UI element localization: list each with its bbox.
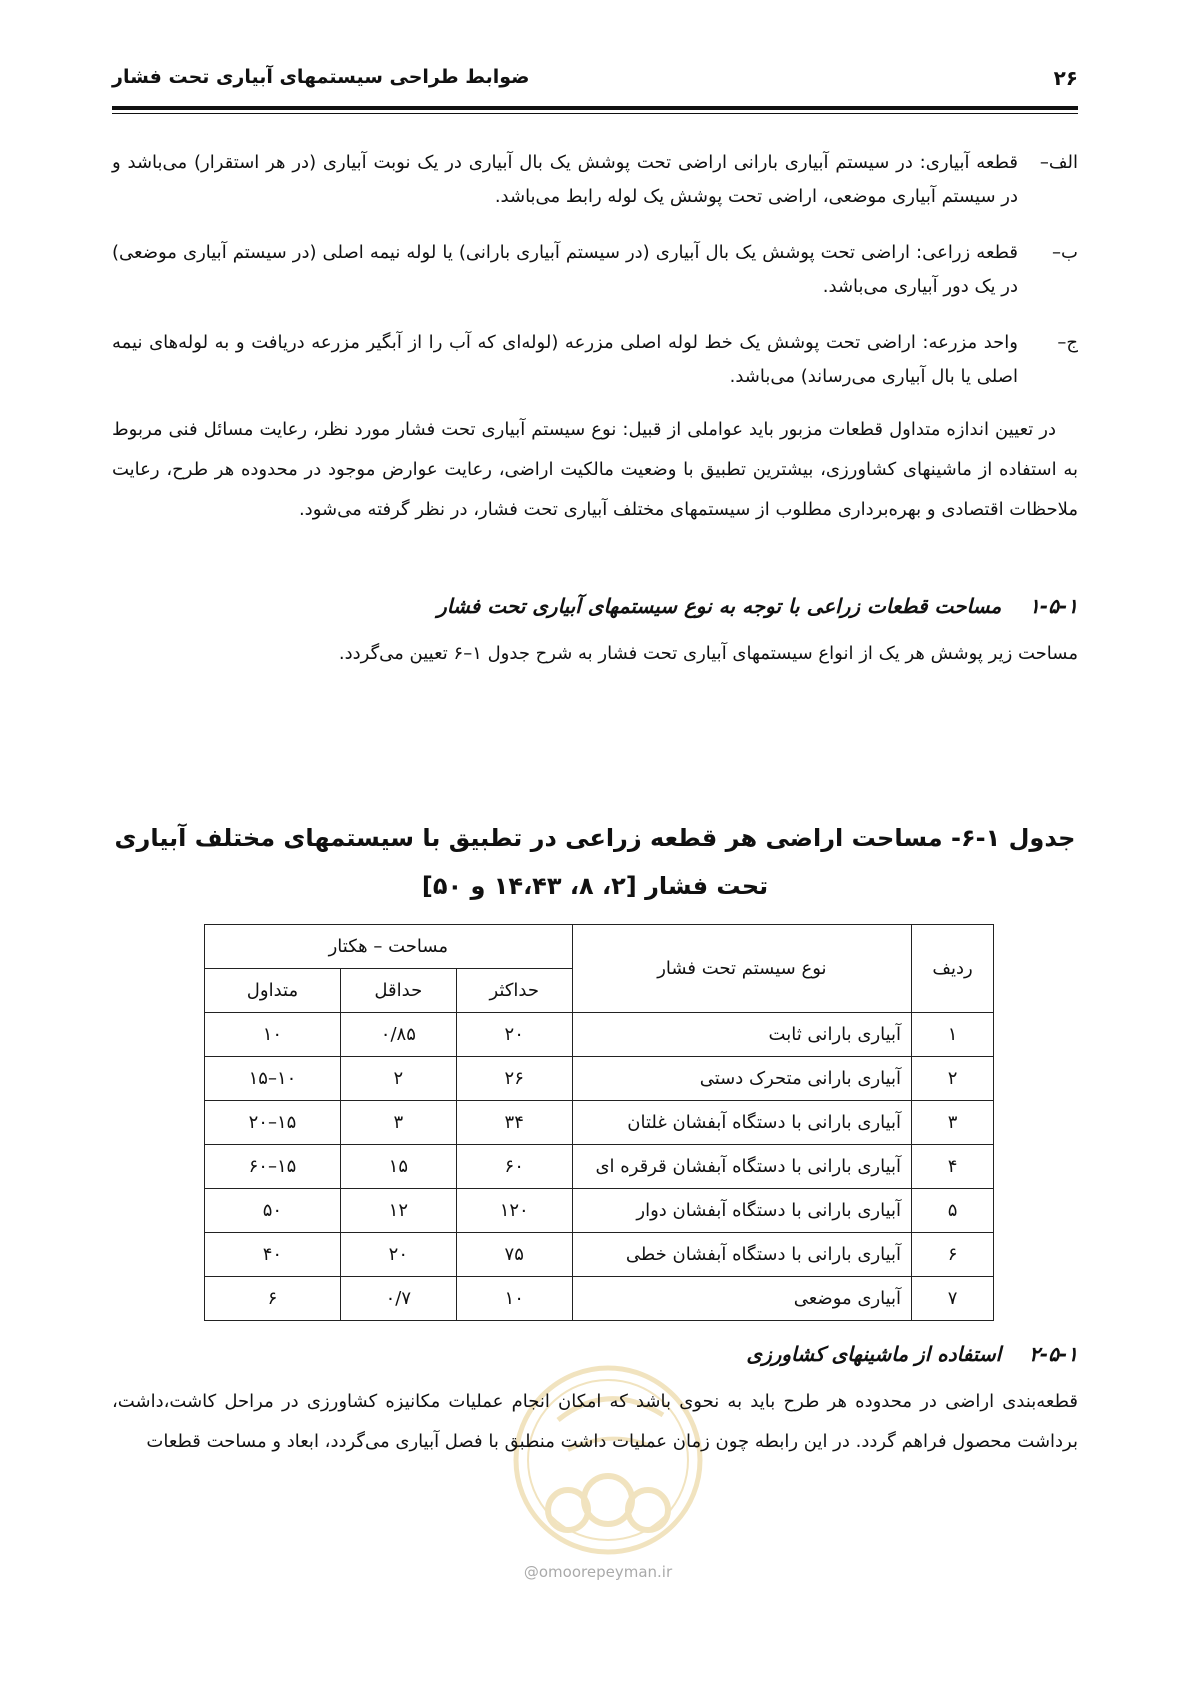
definition-label: ب– <box>1052 242 1078 263</box>
cell-max: ۲۶ <box>456 1057 572 1101</box>
cell-row: ۲ <box>912 1057 994 1101</box>
section-number: ۱-۵-۱ <box>1029 594 1078 618</box>
cell-min: ۱۵ <box>340 1145 456 1189</box>
cell-typical: ۱۵–۶۰ <box>205 1145 341 1189</box>
cell-min: ۰/۷ <box>340 1277 456 1321</box>
intro-paragraph: در تعیین اندازه متداول قطعات مزبور باید عواملی از قبیل: نوع سیستم آبیاری تحت فشار مورد نظر، رعایت مسائل فنی مربوط به استفاده از ماشینهای کشاورزی، بیشترین تطبیق با وضعیت مالکیت اراضی، رعایت عوارض موجود در محدوده هر طرح، رعایت ملاحظات اقتصادی و بهره‌برداری مطلوب از سیستمهای مختلف آبیاری تحت فشار، در نظر گرفته می‌شود. <box>112 419 1078 520</box>
cell-row: ۴ <box>912 1145 994 1189</box>
cell-min: ۱۲ <box>340 1189 456 1233</box>
cell-row: ۶ <box>912 1233 994 1277</box>
header-area-group: مساحت – هکتار <box>205 925 573 969</box>
cell-system: آبیاری موضعی <box>572 1277 911 1321</box>
cell-typical: ۴۰ <box>205 1233 341 1277</box>
area-table <box>204 924 994 1321</box>
watermark-url: @omoorepeyman.ir <box>523 1563 673 1581</box>
table-row <box>205 1233 994 1277</box>
header-rule-thin <box>112 113 1078 114</box>
table-caption-line2: تحت فشار [۲، ۸، ۱۴،۴۳ و ۵۰] <box>421 872 769 900</box>
definition-item <box>112 236 1078 304</box>
cell-system: آبیاری بارانی با دستگاه آبفشان قرقره ای <box>572 1145 911 1189</box>
section-heading <box>437 594 1078 618</box>
cell-system: آبیاری بارانی متحرک دستی <box>572 1057 911 1101</box>
section-body: قطعه‌بندی اراضی در محدوده هر طرح باید به نحوی باشد که امکان انجام عملیات مکانیزه کشاورزی در مراحل کاشت،داشت، برداشت محصول فراهم گردد. در این رابطه چون زمان عملیات داشت منطبق با فصل آبیاری می‌گردد، ابعاد و مساحت قطعات <box>112 1391 1078 1452</box>
table-header-row <box>205 925 994 969</box>
cell-max: ۱۲۰ <box>456 1189 572 1233</box>
definition-text: قطعه زراعی: اراضی تحت پوشش یک بال آبیاری (در سیستم آبیاری بارانی) یا لوله نیمه اصلی (در سیستم آبیاری موضعی) در یک دور آبیاری می‌باشد. <box>112 242 1018 297</box>
cell-max: ۷۵ <box>456 1233 572 1277</box>
header-max: حداکثر <box>456 969 572 1013</box>
cell-typical: ۱۰–۱۵ <box>205 1057 341 1101</box>
table-row <box>205 1101 994 1145</box>
definition-item <box>112 146 1078 214</box>
table-row <box>205 1145 994 1189</box>
definition-text: واحد مزرعه: اراضی تحت پوشش یک خط لوله اصلی مزرعه (لوله‌ای که آب را از آبگیر مزرعه دریافت و به لوله‌های نیمه اصلی یا بال آبیاری می‌رساند) می‌باشد. <box>112 332 1018 387</box>
header-rule-thick <box>112 106 1078 110</box>
section-title: استفاده از ماشینهای کشاورزی <box>746 1342 1002 1366</box>
cell-system: آبیاری بارانی ثابت <box>572 1013 911 1057</box>
table-row <box>205 1189 994 1233</box>
page-number: ۲۶ <box>1053 66 1078 90</box>
cell-system: آبیاری بارانی با دستگاه آبفشان دوار <box>572 1189 911 1233</box>
cell-max: ۲۰ <box>456 1013 572 1057</box>
cell-row: ۵ <box>912 1189 994 1233</box>
cell-min: ۳ <box>340 1101 456 1145</box>
cell-typical: ۱۵–۲۰ <box>205 1101 341 1145</box>
cell-system: آبیاری بارانی با دستگاه آبفشان غلتان <box>572 1101 911 1145</box>
section-body: مساحت زیر پوشش هر یک از انواع سیستمهای آبیاری تحت فشار به شرح جدول ۱–۶ تعیین می‌گردد. <box>338 643 1078 664</box>
table-row <box>205 1057 994 1101</box>
section-number: ۲-۵-۱ <box>1029 1342 1078 1366</box>
table-caption-line1: جدول ۱-۶- مساحت اراضی هر قطعه زراعی در تطبیق با سیستمهای مختلف آبیاری <box>114 824 1076 852</box>
section-title: مساحت قطعات زراعی با توجه به نوع سیستمهای آبیاری تحت فشار <box>437 594 1002 618</box>
cell-typical: ۱۰ <box>205 1013 341 1057</box>
header-system-type: نوع سیستم تحت فشار <box>572 925 911 1013</box>
cell-row: ۱ <box>912 1013 994 1057</box>
cell-max: ۶۰ <box>456 1145 572 1189</box>
cell-system: آبیاری بارانی با دستگاه آبفشان خطی <box>572 1233 911 1277</box>
header-row-number: ردیف <box>912 925 994 1013</box>
header-min: حداقل <box>340 969 456 1013</box>
table-row <box>205 1013 994 1057</box>
cell-typical: ۶ <box>205 1277 341 1321</box>
table-row <box>205 1277 994 1321</box>
header-typical: متداول <box>205 969 341 1013</box>
definition-text: قطعه آبیاری: در سیستم آبیاری بارانی اراضی تحت پوشش یک بال آبیاری در یک نوبت آبیاری (در هر استقرار) می‌باشد و در سیستم آبیاری موضعی، اراضی تحت پوشش یک لوله رابط می‌باشد. <box>112 152 1018 207</box>
cell-max: ۳۴ <box>456 1101 572 1145</box>
running-header-title: ضوابط طراحی سیستمهای آبیاری تحت فشار <box>112 66 530 88</box>
cell-max: ۱۰ <box>456 1277 572 1321</box>
cell-row: ۳ <box>912 1101 994 1145</box>
section-heading <box>746 1342 1078 1366</box>
cell-min: ۲۰ <box>340 1233 456 1277</box>
cell-row: ۷ <box>912 1277 994 1321</box>
cell-min: ۲ <box>340 1057 456 1101</box>
definition-label: الف– <box>1039 152 1078 173</box>
cell-min: ۰/۸۵ <box>340 1013 456 1057</box>
definition-label: ج– <box>1057 332 1078 353</box>
cell-typical: ۵۰ <box>205 1189 341 1233</box>
definition-item <box>112 326 1078 394</box>
